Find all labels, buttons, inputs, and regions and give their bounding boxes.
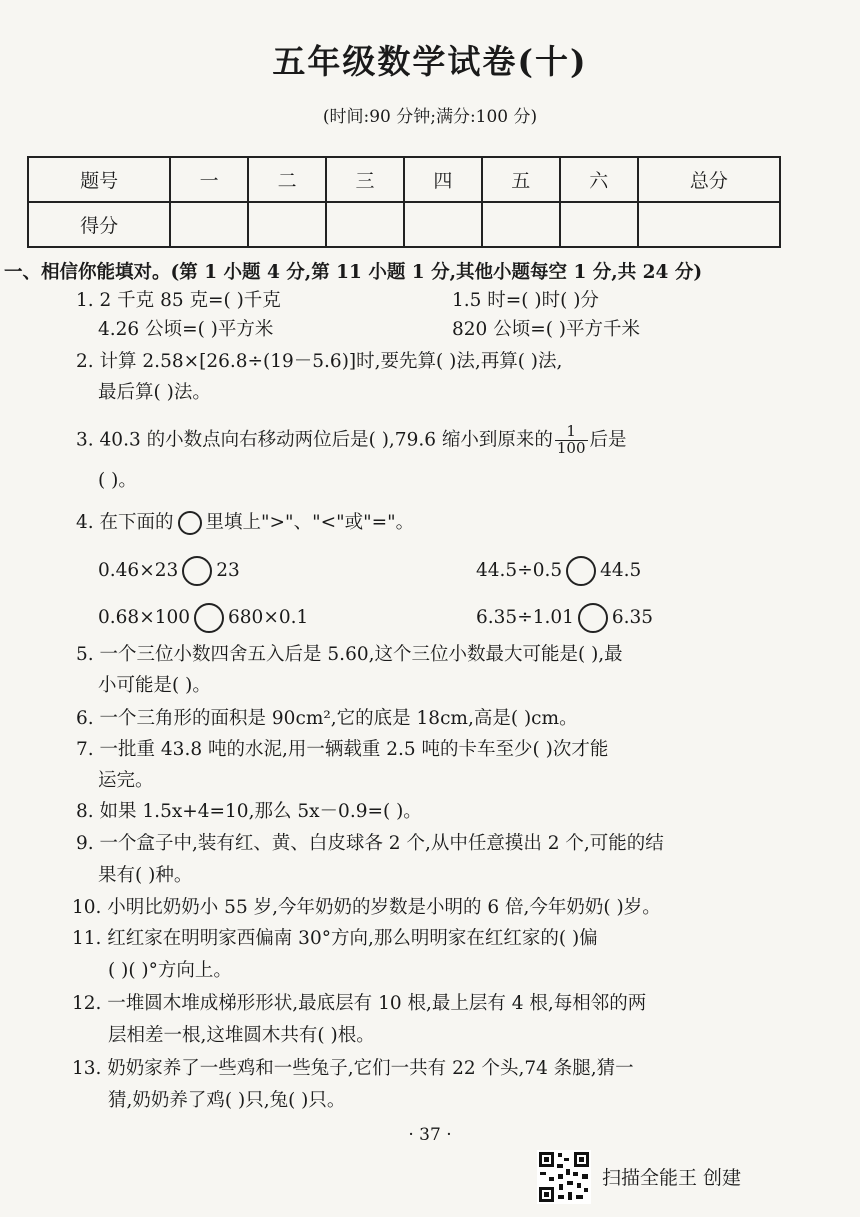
q13-line2: 猜,奶奶养了鸡( )只,兔( )只。 xyxy=(108,1090,346,1111)
q3-line1 xyxy=(76,424,627,457)
header-cell: 二 xyxy=(248,157,326,202)
score-cell[interactable] xyxy=(638,202,780,247)
q5-line1: 5. 一个三位小数四舍五入后是 5.60,这个三位小数最大可能是( ),最 xyxy=(76,644,623,665)
q4-line1 xyxy=(76,511,414,535)
compare-left: 44.5÷0.5 xyxy=(476,560,563,581)
score-cell[interactable] xyxy=(482,202,560,247)
q5-line2: 小可能是( )。 xyxy=(98,675,211,696)
header-cell: 一 xyxy=(170,157,248,202)
header-cell: 三 xyxy=(326,157,404,202)
compare-circle[interactable] xyxy=(566,556,596,586)
q11-line2: ( )( )°方向上。 xyxy=(108,960,232,981)
score-cell[interactable] xyxy=(560,202,638,247)
fraction-numerator: 1 xyxy=(555,424,588,441)
compare-left: 0.46×23 xyxy=(98,560,179,581)
fraction-denominator: 100 xyxy=(556,438,586,457)
qr-code-icon xyxy=(537,1150,591,1204)
q3-line2: ( )。 xyxy=(98,470,137,491)
score-label: 得分 xyxy=(28,202,170,247)
compare-item xyxy=(476,603,653,633)
compare-right: 44.5 xyxy=(600,560,642,581)
q11-line1: 11. 红红家在明明家西偏南 30°方向,那么明明家在红红家的( )偏 xyxy=(72,928,598,949)
compare-item xyxy=(98,603,308,633)
q1-b: 1.5 时=( )时( )分 xyxy=(452,290,599,311)
score-cell[interactable] xyxy=(326,202,404,247)
q12-line1: 12. 一堆圆木堆成梯形形状,最底层有 10 根,最上层有 4 根,每相邻的两 xyxy=(72,993,647,1014)
compare-right: 6.35 xyxy=(611,607,654,628)
q4-pre: 4. 在下面的 xyxy=(76,512,174,533)
score-cell[interactable] xyxy=(404,202,482,247)
q1-d: 820 公顷=( )平方千米 xyxy=(452,319,641,340)
circle-icon xyxy=(178,511,202,535)
header-cell: 六 xyxy=(560,157,638,202)
q9-line1: 9. 一个盒子中,装有红、黄、白皮球各 2 个,从中任意摸出 2 个,可能的结 xyxy=(76,833,664,854)
compare-circle[interactable] xyxy=(578,603,608,633)
compare-circle[interactable] xyxy=(194,603,224,633)
q8: 8. 如果 1.5x+4=10,那么 5x－0.9=( )。 xyxy=(76,801,422,822)
q9-line2: 果有( )种。 xyxy=(98,865,193,886)
score-cell[interactable] xyxy=(170,202,248,247)
compare-left: 6.35÷1.01 xyxy=(476,607,574,628)
q6: 6. 一个三角形的面积是 90cm²,它的底是 18cm,高是( )cm。 xyxy=(76,708,578,729)
q2-line1: 2. 计算 2.58×[26.8÷(19－5.6)]时,要先算( )法,再算( )法, xyxy=(76,351,563,372)
compare-item xyxy=(476,556,641,586)
compare-left: 0.68×100 xyxy=(98,607,191,628)
header-cell: 五 xyxy=(482,157,560,202)
score-table-header-row xyxy=(28,157,780,202)
page-title: 五年级数学试卷(十) xyxy=(272,42,588,81)
q2-line2: 最后算( )法。 xyxy=(98,382,211,403)
page-number: · 37 · xyxy=(408,1125,452,1145)
q1-c: 4.26 公顷=( )平方米 xyxy=(98,319,274,340)
header-cell: 题号 xyxy=(28,157,170,202)
q3-post: 后是 xyxy=(589,429,627,451)
q13-line1: 13. 奶奶家养了一些鸡和一些兔子,它们一共有 22 个头,74 条腿,猜一 xyxy=(72,1058,634,1079)
compare-circle[interactable] xyxy=(182,556,212,586)
q7-line2: 运完。 xyxy=(98,770,154,791)
compare-right: 23 xyxy=(216,560,240,581)
q10: 10. 小明比奶奶小 55 岁,今年奶奶的岁数是小明的 6 倍,今年奶奶( )岁。 xyxy=(72,897,661,918)
score-table-score-row xyxy=(28,202,780,247)
score-cell[interactable] xyxy=(248,202,326,247)
fraction xyxy=(555,424,588,457)
compare-right: 680×0.1 xyxy=(228,607,309,628)
scanner-watermark: 扫描全能王 创建 xyxy=(602,1167,742,1189)
score-table xyxy=(27,156,781,248)
q3-pre: 3. 40.3 的小数点向右移动两位后是( ),79.6 缩小到原来的 xyxy=(76,429,553,451)
compare-item xyxy=(98,556,240,586)
q7-line1: 7. 一批重 43.8 吨的水泥,用一辆载重 2.5 吨的卡车至少( )次才能 xyxy=(76,739,609,760)
section-heading: 一、相信你能填对。(第 1 小题 4 分,第 11 小题 1 分,其他小题每空 1 分,共 24 分) xyxy=(4,262,703,283)
q4-post: 里填上">"、"<"或"="。 xyxy=(205,512,415,533)
q12-line2: 层相差一根,这堆圆木共有( )根。 xyxy=(108,1025,375,1046)
header-cell: 四 xyxy=(404,157,482,202)
q1-a: 1. 2 千克 85 克=( )千克 xyxy=(76,290,281,311)
exam-info: (时间:90 分钟;满分:100 分) xyxy=(322,107,538,127)
header-cell: 总分 xyxy=(638,157,780,202)
